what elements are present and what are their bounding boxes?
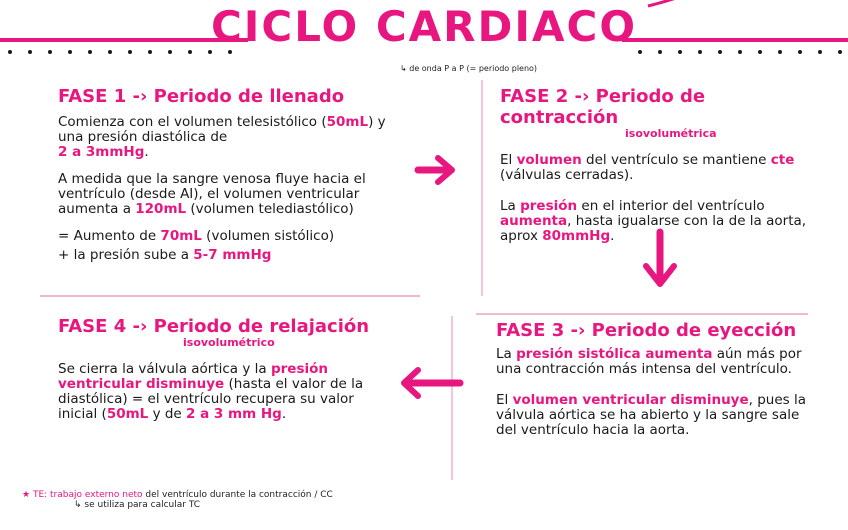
fase1-highlight: 70mL (160, 228, 202, 244)
fase2-paragraph-2 (500, 199, 810, 244)
fase2-text: . (610, 228, 615, 244)
fase2-paragraph-1 (500, 153, 810, 183)
page-title: CICLO CARDIACO (210, 2, 638, 51)
fase2-highlight: 80mmHg (542, 228, 611, 244)
fase1-text: + la presión sube a (58, 247, 194, 263)
arrow-right-icon (418, 158, 452, 182)
fase4-highlight: 2 a 3 mm Hg (186, 406, 282, 422)
fase4-highlight: 50mL (106, 406, 149, 422)
fase1-highlight: 2 a 3mmHg (58, 144, 145, 160)
fase4-section (58, 316, 388, 434)
footnote-text: TE: (32, 490, 51, 500)
fase4-text: y de (148, 406, 187, 422)
fase1-heading: FASE 1 -› Periodo de llenado (58, 86, 345, 107)
fase3-text: La (496, 346, 517, 362)
fase3-text: El (496, 392, 513, 408)
fase4-text: (hasta el valor de la diastólica) = el ventrículo recupera su valor inicial ( (58, 376, 364, 422)
fase1-text: Comienza con el volumen telesistólico ( (58, 114, 327, 130)
fase3-section (496, 320, 812, 450)
fase4-body (58, 362, 388, 422)
fase3-highlight: presión sistólica aumenta (516, 346, 713, 362)
footnote-line-1 (22, 490, 333, 500)
fase1-highlight: 50mL (326, 114, 369, 130)
fase2-heading-text: FASE 2 -› Periodo de contracción (500, 86, 706, 128)
fase4-text: . (281, 406, 287, 422)
fase2-highlight: aumenta (500, 213, 568, 229)
footnote-text: del ventrículo durante la contracción / CC (142, 490, 333, 500)
footnote-highlight: trabajo externo neto (50, 490, 143, 500)
fase1-paragraph-4 (58, 248, 398, 263)
fase2-highlight: presión (520, 198, 578, 214)
fase4-text: Se cierra la válvula aórtica y la (58, 361, 271, 377)
fase4-subheading: isovolumétrico (183, 336, 275, 349)
fase1-text: . (144, 144, 149, 160)
fase3-heading: FASE 3 -› Periodo de eyección (496, 320, 797, 341)
fase4-heading-text: FASE 4 -› Periodo de relajación (58, 316, 370, 337)
fase2-text: El (500, 152, 517, 168)
fase2-heading (500, 86, 810, 139)
fase1-section (58, 86, 398, 275)
fase3-paragraph-1 (496, 347, 812, 377)
fase1-highlight: 120mL (135, 201, 187, 217)
fase1-paragraph-2 (58, 172, 398, 217)
fase1-text: (volumen telediastólico) (186, 201, 354, 217)
fase1-paragraph-1 (58, 115, 398, 160)
fase3-body (496, 347, 812, 438)
title-subnote: ↳ de onda P a P (= periodo pleno) (400, 64, 538, 73)
fase2-subheading: isovolumétrica (625, 127, 717, 140)
fase3-highlight: volumen ventricular disminuye (512, 392, 749, 408)
fase1-text: = Aumento de (58, 228, 161, 244)
fase4-highlight: presión ventricular disminuye (58, 361, 328, 392)
fase2-highlight: cte (770, 152, 795, 168)
fase2-text: , hasta igualarse con la de la aorta, aprox (500, 213, 807, 244)
fase1-body (58, 115, 398, 263)
fase1-paragraph-3 (58, 229, 398, 244)
fase3-paragraph-2 (496, 393, 812, 438)
fase2-text: La (500, 198, 521, 214)
footnote (22, 490, 333, 510)
fase3-text: aún más por una contracción más intensa del ventrículo. (496, 346, 802, 377)
fase1-highlight: 5-7 mmHg (193, 247, 272, 263)
fase1-text: (volumen sistólico) (201, 228, 335, 244)
fase2-highlight: volumen (516, 152, 582, 168)
fase3-text: , pues la válvula aórtica se ha abierto y la sangre sale del ventrículo hacia la aorta. (496, 392, 807, 438)
fase1-text: ) y una presión diastólica de (58, 114, 386, 145)
fase2-text: (válvulas cerradas). (500, 167, 634, 183)
fase2-text: en el interior del ventrículo (577, 198, 765, 214)
fase4-paragraph-1 (58, 362, 388, 422)
footnote-line-2: ↳ se utiliza para calcular TC (74, 500, 201, 510)
fase2-section (500, 86, 810, 256)
fase1-text: A medida que la sangre venosa fluye hacia el ventrículo (desde AI), el volumen ventricular aumenta a (58, 171, 366, 217)
star-icon: ★ (22, 490, 31, 500)
fase2-text: del ventrículo se mantiene (581, 152, 771, 168)
fase4-heading (58, 316, 388, 348)
fase2-body (500, 153, 810, 244)
